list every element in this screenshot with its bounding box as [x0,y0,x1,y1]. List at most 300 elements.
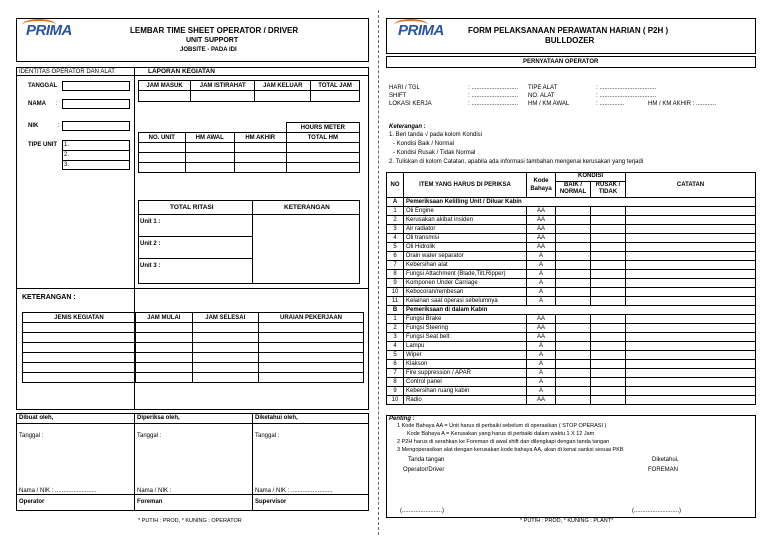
row-baik-cell[interactable] [556,387,591,396]
th-kode: Kode Bahaya [527,173,556,198]
row-item: Lampu [404,342,527,351]
checklist-row [387,234,756,243]
row-item: Air radiator [404,225,527,234]
checklist-table [386,172,756,405]
row-kode: A [527,270,556,279]
right-title: FORM PELAKSANAAN PERAWATAN HARIAN ( P2H ) [468,26,669,35]
hm-akhir-header: HM AKHIR [234,133,286,143]
identitas-label: IDENTITAS OPERATOR DAN ALAT [19,69,115,75]
row-no: 9 [387,387,404,396]
row-catatan-cell[interactable] [626,207,756,216]
row-item: Control panel [404,378,527,387]
hm-cell[interactable] [286,163,359,173]
row-no: 7 [387,369,404,378]
row-catatan-cell[interactable] [626,360,756,369]
jam-cell[interactable] [311,91,360,102]
row-no: 1 [387,315,404,324]
checklist-row [387,279,756,288]
divider [138,236,252,237]
row-no: 4 [387,342,404,351]
nama-nik-sig: Nama / NIK : [137,488,172,494]
unit-3-label: Unit 3 : [140,263,161,269]
operator-signature[interactable]: (........................) [400,508,445,514]
divider [16,423,369,424]
foreman-signature[interactable]: (...........................) [632,508,682,514]
row-catatan-cell[interactable] [626,243,756,252]
checklist-row [387,270,756,279]
kegiatan-table [22,312,364,383]
row-baik-cell[interactable] [556,333,591,342]
section-b-title: Pemeriksaan di dalam Kabin [404,306,756,315]
row-catatan-cell[interactable] [626,297,756,306]
tipe-unit-input[interactable] [62,140,130,170]
row-baik-cell[interactable] [556,252,591,261]
row-catatan-cell[interactable] [626,351,756,360]
checklist-row [387,225,756,234]
row-item: Oli Hidrolik [404,243,527,252]
row-catatan-cell[interactable] [626,378,756,387]
tanggal-input[interactable] [62,81,130,91]
row-rusak-cell[interactable] [591,378,626,387]
lokasi-label: LOKASI KERJA [389,101,432,107]
hm-awal-header: HM AWAL [185,133,234,143]
checklist-row [387,315,756,324]
colon: : [56,101,58,107]
row-rusak-cell[interactable] [591,252,626,261]
nama-nik-sig: Nama / NIK : ......................... [19,488,97,494]
kegiatan-cell[interactable] [136,343,193,353]
prima-logo: PRIMA [26,22,72,39]
jenis-kegiatan-header: JENIS KEGIATAN [23,313,136,323]
row-baik-cell[interactable] [556,369,591,378]
shift-label: SHIFT [389,93,407,99]
row-catatan-cell[interactable] [626,261,756,270]
right-footer: * PUTIH : PROD, * KUNING : PLANT* [520,518,614,524]
row-no: 8 [387,270,404,279]
row-baik-cell[interactable] [556,225,591,234]
hm-cell[interactable] [286,153,359,163]
kegiatan-cell[interactable] [259,353,364,363]
hm-awal-value[interactable]: : ............... [596,101,625,107]
row-rusak-cell[interactable] [591,288,626,297]
row-catatan-cell[interactable] [626,234,756,243]
hm-akhir-label[interactable]: HM / KM AKHIR : ............ [648,101,717,107]
hm-cell[interactable] [286,143,359,153]
unit-line-1: 1. [64,142,70,148]
row-no: 4 [387,234,404,243]
hm-cell[interactable] [234,153,286,163]
foreman-label: FOREMAN [648,467,678,473]
row-kode: A [527,342,556,351]
kegiatan-cell[interactable] [259,333,364,343]
row-no: 11 [387,297,404,306]
row-baik-cell[interactable] [556,351,591,360]
row-item: Kerusakan akibat insiden [404,216,527,225]
unit-2-label: Unit 2 : [140,241,161,247]
row-baik-cell[interactable] [556,261,591,270]
checklist-row [387,360,756,369]
row-catatan-cell[interactable] [626,225,756,234]
checklist-row [387,252,756,261]
checklist-row [387,387,756,396]
row-no: 3 [387,225,404,234]
ket-1: 1. Beri tanda √ pada kolom Kondisi [389,132,483,138]
checklist-row [387,333,756,342]
row-baik-cell[interactable] [556,243,591,252]
divider [62,160,130,161]
row-rusak-cell[interactable] [591,207,626,216]
supervisor-role: Supervisor [255,499,287,505]
nama-input[interactable] [62,99,130,109]
row-item: Kebersihan ruang kabin [404,387,527,396]
row-catatan-cell[interactable] [626,288,756,297]
unit-line-3: 3. [64,162,70,168]
row-baik-cell[interactable] [556,270,591,279]
row-item: Drain water separator [404,252,527,261]
row-rusak-cell[interactable] [591,225,626,234]
row-baik-cell[interactable] [556,315,591,324]
checklist-row [387,369,756,378]
row-rusak-cell[interactable] [591,279,626,288]
checklist-row [387,324,756,333]
kegiatan-cell[interactable] [23,353,136,363]
total-jam-header: TOTAL JAM [311,81,360,91]
divider [252,413,253,511]
diketahui-label: Diketahui oleh, [255,415,298,421]
checklist-row [387,351,756,360]
row-no: 3 [387,333,404,342]
row-no: 9 [387,279,404,288]
hm-spacer [139,123,287,133]
kegiatan-cell[interactable] [259,373,364,383]
row-rusak-cell[interactable] [591,387,626,396]
row-kode: A [527,288,556,297]
checklist-row [387,396,756,405]
lokasi-value[interactable]: : ............................ [468,101,519,107]
row-catatan-cell[interactable] [626,342,756,351]
row-kode: AA [527,234,556,243]
kegiatan-cell[interactable] [136,373,193,383]
row-kode: A [527,369,556,378]
ket-2: 2. Tuliskan di kolom Catatan, apabila ada informasi tambahan mengenai kerusakan yang terjadi [389,159,644,165]
th-rusak: RUSAK / TIDAK [591,181,626,197]
left-subtitle: UNIT SUPPORT [186,37,239,44]
row-kode: A [527,297,556,306]
row-baik-cell[interactable] [556,216,591,225]
pernyataan-title: PERNYATAAN OPERATOR [523,59,599,65]
tanda-tangan-label: Tanda tangan [408,457,445,463]
row-no: 6 [387,360,404,369]
operator-driver-label: Operator/Driver [403,467,445,473]
row-no: 2 [387,216,404,225]
divider [16,288,369,289]
th-no: NO [387,173,404,198]
penting-1b: Kode Bahaya A = Kerusakan yang harus di perbaiki dalam waktu 1 X 12 Jam [407,431,595,437]
row-rusak-cell[interactable] [591,243,626,252]
colon: : [58,123,60,129]
hm-cell[interactable] [234,163,286,173]
hari-tgl-label: HARI / TGL [389,85,420,91]
diketahui-label: Diketahui, [652,457,679,463]
unit-line-2: 2. [64,152,70,158]
checklist-row [387,288,756,297]
row-item: Fungsi Brake [404,315,527,324]
checklist-row [387,216,756,225]
row-kode: AA [527,243,556,252]
jam-cell[interactable] [191,91,255,102]
row-no: 1 [387,207,404,216]
kegiatan-cell[interactable] [192,353,258,363]
total-ritasi-header: TOTAL RITASI [170,204,214,211]
th-item: ITEM YANG HARUS DI PERIKSA [404,173,527,198]
operator-role: Operator [19,499,45,505]
tipe-unit-label: TIPE UNIT [28,142,58,148]
left-title: LEMBAR TIME SHEET OPERATOR / DRIVER [130,26,299,35]
uraian-header: URAIAN PEKERJAAN [259,313,364,323]
kegiatan-cell[interactable] [136,363,193,373]
jam-cell[interactable] [139,91,191,102]
checklist-row [387,297,756,306]
section-a-code: A [387,198,404,207]
row-baik-cell[interactable] [556,396,591,405]
page-separator [378,10,379,535]
row-catatan-cell[interactable] [626,315,756,324]
row-catatan-cell[interactable] [626,270,756,279]
checklist-row [387,261,756,270]
row-item: Fungsi Seat belt [404,333,527,342]
row-baik-cell[interactable] [556,342,591,351]
row-no: 5 [387,351,404,360]
kegiatan-cell[interactable] [23,363,136,373]
shift-value[interactable]: : ............................ [468,93,519,99]
checklist-row [387,243,756,252]
keterangan-label: KETERANGAN : [22,294,76,301]
penting-1: 1 Kode Bahaya AA = Unit harus di perbaiki sebelum di operasikan ( STOP OPERASI ) [397,423,607,429]
no-unit-header: NO. UNIT [139,133,186,143]
hours-meter-header: HOURS METER [286,123,359,133]
row-baik-cell[interactable] [556,234,591,243]
divider [134,413,135,511]
hm-cell[interactable] [185,153,234,163]
no-alat-label: NO. ALAT [528,93,555,99]
row-no: 6 [387,252,404,261]
divider [252,200,253,284]
nik-input[interactable] [62,121,130,131]
hm-cell[interactable] [185,143,234,153]
row-kode: A [527,378,556,387]
row-no: 8 [387,378,404,387]
row-catatan-cell[interactable] [626,387,756,396]
penting-title: Penting : [389,416,415,422]
diperiksa-label: Diperiksa oleh, [137,415,180,421]
keterangan-title: Keterangan : [389,124,426,130]
row-baik-cell[interactable] [556,207,591,216]
row-rusak-cell[interactable] [591,360,626,369]
kegiatan-cell[interactable] [23,333,136,343]
row-kode: A [527,387,556,396]
right-subtitle: BULLDOZER [545,36,595,45]
tanggal-sig: Tanggal : [19,433,44,439]
hari-tgl-value[interactable]: : ............................ [468,85,519,91]
row-no: 5 [387,243,404,252]
tanggal-sig: Tanggal : [255,433,280,439]
row-item: Radio [404,396,527,405]
row-item: Kebocoran/rembesan [404,288,527,297]
row-item: Oli transmisi [404,234,527,243]
row-kode: AA [527,396,556,405]
row-rusak-cell[interactable] [591,270,626,279]
hm-cell[interactable] [139,153,186,163]
nik-label: NIK [28,123,39,129]
th-kondisi: KONDISI [556,173,626,182]
kegiatan-cell[interactable] [23,323,136,333]
row-rusak-cell[interactable] [591,369,626,378]
divider [138,214,360,215]
tipe-alat-value[interactable]: : .................................. [596,85,657,91]
row-catatan-cell[interactable] [626,369,756,378]
row-kode: A [527,360,556,369]
kegiatan-cell[interactable] [136,353,193,363]
checklist-row [387,207,756,216]
row-rusak-cell[interactable] [591,333,626,342]
total-hm-header: TOTAL HM [286,133,359,143]
row-no: 2 [387,324,404,333]
jam-istirahat-header: JAM ISTIRAHAT [191,81,255,91]
left-jobsite: JOBSITE - PADA IDI [180,47,237,53]
jam-keluar-header: JAM KELUAR [255,81,311,91]
hm-cell[interactable] [185,163,234,173]
row-catatan-cell[interactable] [626,279,756,288]
ket-1b: - Kondisi Rusak / Tidak Normal [393,150,476,156]
row-item: Komponen Under Carriage [404,279,527,288]
row-baik-cell[interactable] [556,378,591,387]
kegiatan-cell[interactable] [23,373,136,383]
row-kode: AA [527,207,556,216]
kegiatan-cell[interactable] [192,333,258,343]
row-kode: AA [527,216,556,225]
penting-3: 3 Mengoperasikan alat dengan kerusakan kode bahaya AA, akan di kenai sanksi sesuai PKB [397,447,624,453]
row-catatan-cell[interactable] [626,396,756,405]
hm-cell[interactable] [139,163,186,173]
divider [138,258,252,259]
tanggal-label: TANGGAL [28,83,58,89]
kegiatan-cell[interactable] [136,333,193,343]
keterangan-header: KETERANGAN [284,204,330,211]
nama-label: NAMA [28,101,46,107]
row-no: 10 [387,396,404,405]
row-catatan-cell[interactable] [626,324,756,333]
nama-nik-sig: Nama / NIK : ......................... [255,488,333,494]
hm-cell[interactable] [234,143,286,153]
checklist-row [387,342,756,351]
row-baik-cell[interactable] [556,360,591,369]
row-kode: AA [527,324,556,333]
hm-cell[interactable] [139,143,186,153]
row-item: Kelainan saat operasi sebelumnya [404,297,527,306]
row-kode: AA [527,225,556,234]
row-kode: A [527,252,556,261]
row-item: Oli Engine [404,207,527,216]
ket-1a: - Kondisi Baik / Normal [393,141,455,147]
checklist-row [387,378,756,387]
kegiatan-cell[interactable] [192,363,258,373]
th-catatan: CATATAN [626,173,756,198]
row-rusak-cell[interactable] [591,396,626,405]
divider [62,150,130,151]
row-item: Klakson [404,360,527,369]
hours-meter-table [138,122,360,173]
jam-selesai-header: JAM SELESAI [192,313,258,323]
row-baik-cell[interactable] [556,288,591,297]
kegiatan-cell[interactable] [259,323,364,333]
section-b-code: B [387,306,404,315]
kegiatan-cell[interactable] [192,323,258,333]
row-kode: AA [527,333,556,342]
no-alat-value[interactable]: : .................................. [596,93,657,99]
kegiatan-cell[interactable] [136,323,193,333]
laporan-label: LAPORAN KEGIATAN [148,68,215,75]
row-kode: AA [527,315,556,324]
foreman-role: Foreman [137,499,163,505]
row-item: Fungsi Steering [404,324,527,333]
kegiatan-cell[interactable] [192,373,258,383]
row-item: Fungsi Attachment (Blade,Tilt,Ripper) [404,270,527,279]
ritasi-box [138,200,360,284]
jam-cell[interactable] [255,91,311,102]
row-item: Fire suppression / APAR [404,369,527,378]
row-kode: A [527,279,556,288]
section-a-title: Pemeriksaan Kelilling Unit / Diluar Kabin [404,198,756,207]
row-baik-cell[interactable] [556,297,591,306]
jam-masuk-header: JAM MASUK [139,81,191,91]
row-kode: A [527,261,556,270]
unit-1-label: Unit 1 : [140,219,161,225]
th-baik: BAIK / NORMAL [556,181,591,197]
row-catatan-cell[interactable] [626,333,756,342]
row-rusak-cell[interactable] [591,342,626,351]
row-rusak-cell[interactable] [591,261,626,270]
prima-logo: PRIMA [398,22,444,39]
row-no: 7 [387,261,404,270]
dibuat-label: Dibuat oleh, [19,415,54,421]
row-baik-cell[interactable] [556,279,591,288]
hm-awal-label: HM / KM AWAL [528,101,570,107]
row-rusak-cell[interactable] [591,351,626,360]
row-item: Kebersihan alat [404,261,527,270]
left-footer: * PUTIH : PROD, * KUNING : OPERATOR [138,518,242,524]
kegiatan-cell[interactable] [259,343,364,353]
jam-mulai-header: JAM MULAI [136,313,193,323]
row-catatan-cell[interactable] [626,252,756,261]
row-catatan-cell[interactable] [626,216,756,225]
kegiatan-cell[interactable] [23,343,136,353]
signature-box [16,413,369,511]
kegiatan-cell[interactable] [192,343,258,353]
row-rusak-cell[interactable] [591,297,626,306]
row-rusak-cell[interactable] [591,324,626,333]
kegiatan-cell[interactable] [259,363,364,373]
jam-table [138,80,360,102]
row-item: Wiper [404,351,527,360]
row-kode: A [527,351,556,360]
row-no: 10 [387,288,404,297]
row-rusak-cell[interactable] [591,234,626,243]
row-rusak-cell[interactable] [591,216,626,225]
row-rusak-cell[interactable] [591,315,626,324]
tanggal-sig: Tanggal : [137,433,162,439]
tipe-alat-label: TIPE ALAT [528,85,558,91]
row-baik-cell[interactable] [556,324,591,333]
